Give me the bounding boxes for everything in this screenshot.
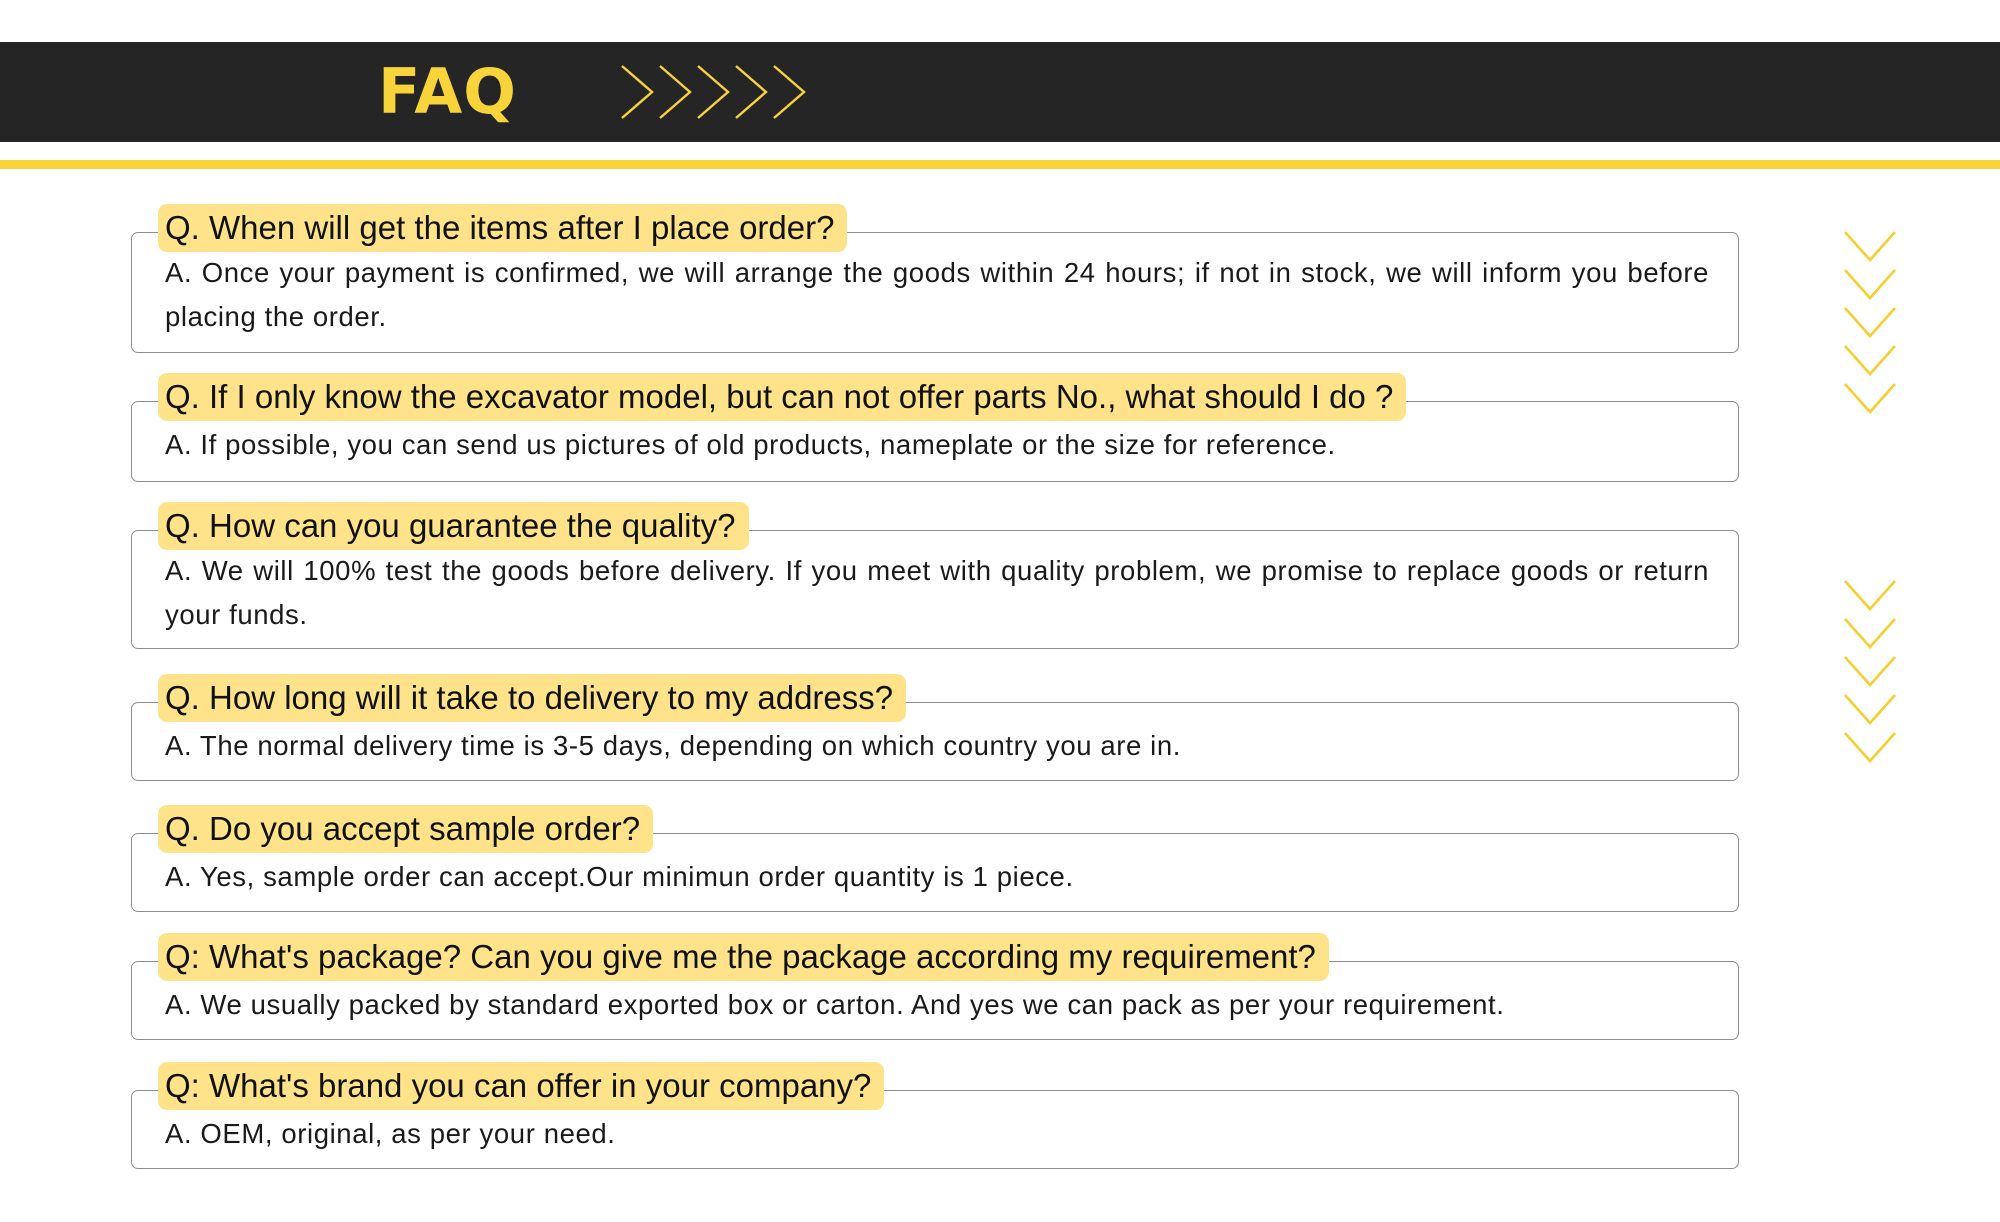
chevron-down-icon xyxy=(1842,691,1898,729)
faq-question: Q. How can you guarantee the quality? xyxy=(158,502,749,550)
double-chevron-right-icon xyxy=(620,64,830,120)
faq-answer: A. We usually packed by standard exported box or carton. And yes we can pack as per your requirement. xyxy=(165,989,1505,1020)
faq-question: Q: What's brand you can offer in your company? xyxy=(158,1062,884,1110)
faq-answer: A. We will 100% test the goods before delivery. If you meet with quality problem, we promise to replace goods or return your funds. xyxy=(165,555,1709,630)
faq-question: Q. How long will it take to delivery to my address? xyxy=(158,674,906,722)
chevron-group xyxy=(1842,577,1898,767)
faq-title: FAQ xyxy=(378,55,517,128)
chevron-down-icon xyxy=(1842,304,1898,342)
faq-answer: A. OEM, original, as per your need. xyxy=(165,1118,616,1149)
faq-answer: A. Yes, sample order can accept.Our minimun order quantity is 1 piece. xyxy=(165,861,1074,892)
faq-item xyxy=(131,378,1739,482)
faq-item xyxy=(131,938,1739,1040)
faq-item xyxy=(131,1067,1739,1169)
chevron-down-icon xyxy=(1842,380,1898,418)
chevron-down-icon xyxy=(1842,342,1898,380)
chevron-down-icon xyxy=(1842,266,1898,304)
chevron-down-icon xyxy=(1842,577,1898,615)
chevron-group xyxy=(1842,228,1898,418)
faq-header-bar xyxy=(0,42,2000,142)
faq-answer: A. If possible, you can send us pictures of old products, nameplate or the size for reference. xyxy=(165,429,1336,460)
faq-item xyxy=(131,507,1739,649)
faq-item xyxy=(131,679,1739,781)
faq-answer: A. The normal delivery time is 3-5 days, depending on which country you are in. xyxy=(165,730,1182,761)
chevron-down-icon xyxy=(1842,653,1898,691)
faq-item xyxy=(131,209,1739,353)
faq-question: Q. Do you accept sample order? xyxy=(158,805,653,853)
faq-item xyxy=(131,810,1739,912)
chevron-down-icon xyxy=(1842,615,1898,653)
faq-answer: A. Once your payment is confirmed, we will arrange the goods within 24 hours; if not in stock, we will inform you before placing the order. xyxy=(165,257,1709,332)
accent-stripe xyxy=(0,160,2000,169)
faq-question: Q: What's package? Can you give me the package according my requirement? xyxy=(158,933,1329,981)
chevron-down-icon xyxy=(1842,729,1898,767)
faq-question: Q. When will get the items after I place order? xyxy=(158,204,847,252)
faq-question: Q. If I only know the excavator model, but can not offer parts No., what should I do ? xyxy=(158,373,1406,421)
chevron-down-icon xyxy=(1842,228,1898,266)
